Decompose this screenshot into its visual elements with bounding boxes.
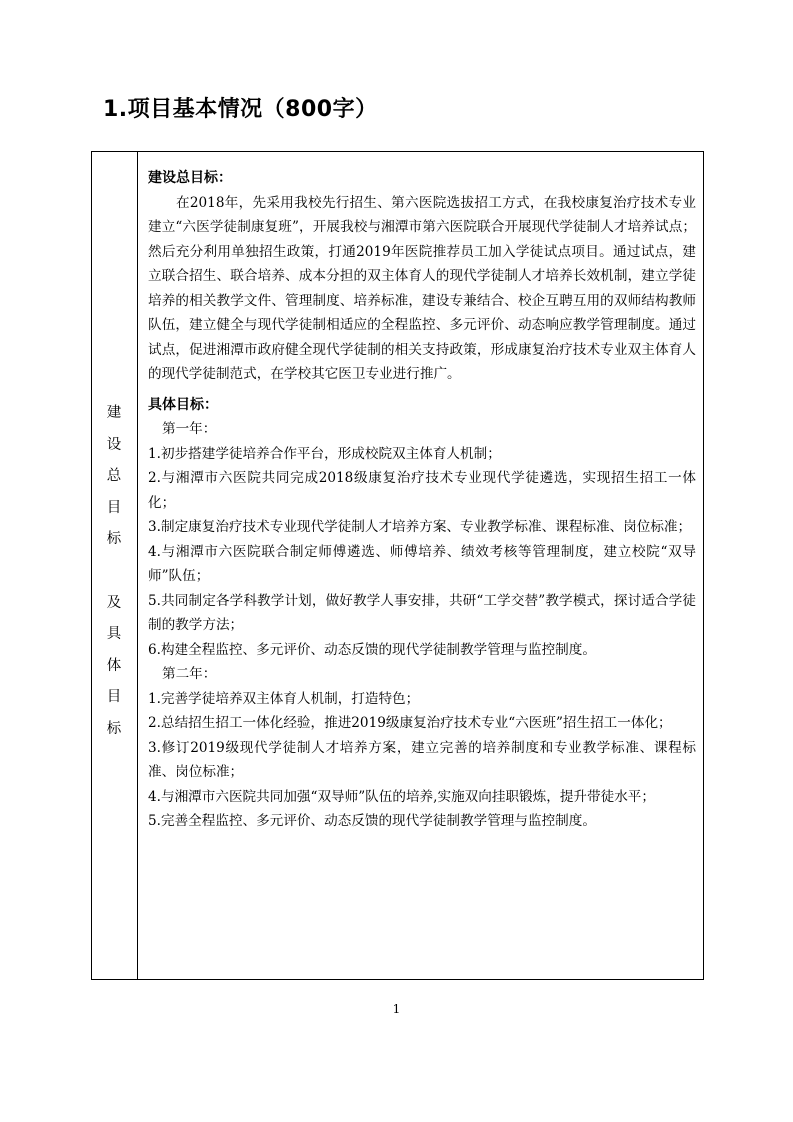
list-item: 6.构建全程监控、多元评价、动态反馈的现代学徒制教学管理与监控制度。 xyxy=(148,641,596,658)
list-item: 1.初步搭建学徒培养合作平台，形成校院双主体育人机制； xyxy=(148,445,501,462)
vertical-label xyxy=(92,398,136,746)
label-char: 具 xyxy=(106,626,122,643)
list-item: 5.共同制定各学科教学计划，做好教学人事安排，共研“工学交替”教学模式，探讨适合学徒制的教学方法； xyxy=(148,592,696,633)
year-two-label: 第二年： xyxy=(162,666,217,682)
page-number: 1 xyxy=(392,1002,401,1016)
label-char: 目 xyxy=(106,689,122,706)
list-item: 1.完善学徒培养双主体育人机制，打造特色； xyxy=(148,690,420,707)
label-char: 目 xyxy=(106,499,122,516)
label-char: 标 xyxy=(106,720,122,737)
label-gap xyxy=(92,556,136,588)
label-char: 及 xyxy=(106,594,122,611)
specific-goal-title: 具体目标： xyxy=(148,396,218,413)
content-cell xyxy=(148,166,696,834)
list-item: 4.与湘潭市六医院联合制定师傅遴选、师傅培养、绩效考核等管理制度，建立校院“双导师”队伍； xyxy=(148,543,696,584)
label-char: 标 xyxy=(106,531,122,548)
label-char: 体 xyxy=(106,657,122,674)
label-column xyxy=(92,152,138,979)
list-item: 5.完善全程监控、多元评价、动态反馈的现代学徒制教学管理与监控制度。 xyxy=(148,813,596,829)
section-heading: 1.项目基本情况（800字） xyxy=(103,97,378,122)
label-char: 总 xyxy=(106,468,122,485)
label-char: 建 xyxy=(106,405,122,421)
list-item: 3.制定康复治疗技术专业现代学徒制人才培养方案、专业教学标准、课程标准、岗位标准； xyxy=(148,519,692,535)
list-item: 4.与湘潭市六医院共同加强“双导师”队伍的培养,实施双向挂职锻炼，提升带徒水平； xyxy=(148,788,655,805)
list-item: 3.修订2019级现代学徒制人才培养方案，建立完善的培养制度和专业教学标准、课程标准、岗位标准； xyxy=(148,739,696,780)
goals-table xyxy=(91,151,704,980)
list-item: 2.与湘潭市六医院共同完成2018级康复治疗技术专业现代学徒遴选，实现招生招工一体化； xyxy=(148,470,696,511)
label-char: 设 xyxy=(106,436,122,453)
overall-goal-title: 建设总目标： xyxy=(148,170,232,186)
year-one-label: 第一年： xyxy=(162,421,217,437)
list-item: 2.总结招生招工一体化经验，推进2019级康复治疗技术专业“六医班”招生招工一体化； xyxy=(148,715,672,731)
overall-goal-paragraph: 在2018年，先采用我校先行招生、第六医院选拔招工方式，在我校康复治疗技术专业建立“六医学徒制康复班”，开展我校与湘潭市第六医院联合开展现代学徒制人才培养试点；然后充分利用单独招生政策，打通2019年医院推荐员工加入学徒试点项目。通过试点，建立联合招生、联合培养、成本分担的双主体育人的现代学徒制人才培养长效机制，建立学徒培养的相关教学文件、管理制度、培养标准，建设专兼结合、校企互聘互用的双师结构教师队伍，建立健全与现代学徒制相适应的全程监控、多元评价、动态响应教学管理制度。通过试点，促进湘潭市政府健全现代学徒制的相关支持政策，形成康复治疗技术专业双主体育人的现代学徒制范式，在学校其它医卫专业进行推广。 xyxy=(148,194,696,382)
